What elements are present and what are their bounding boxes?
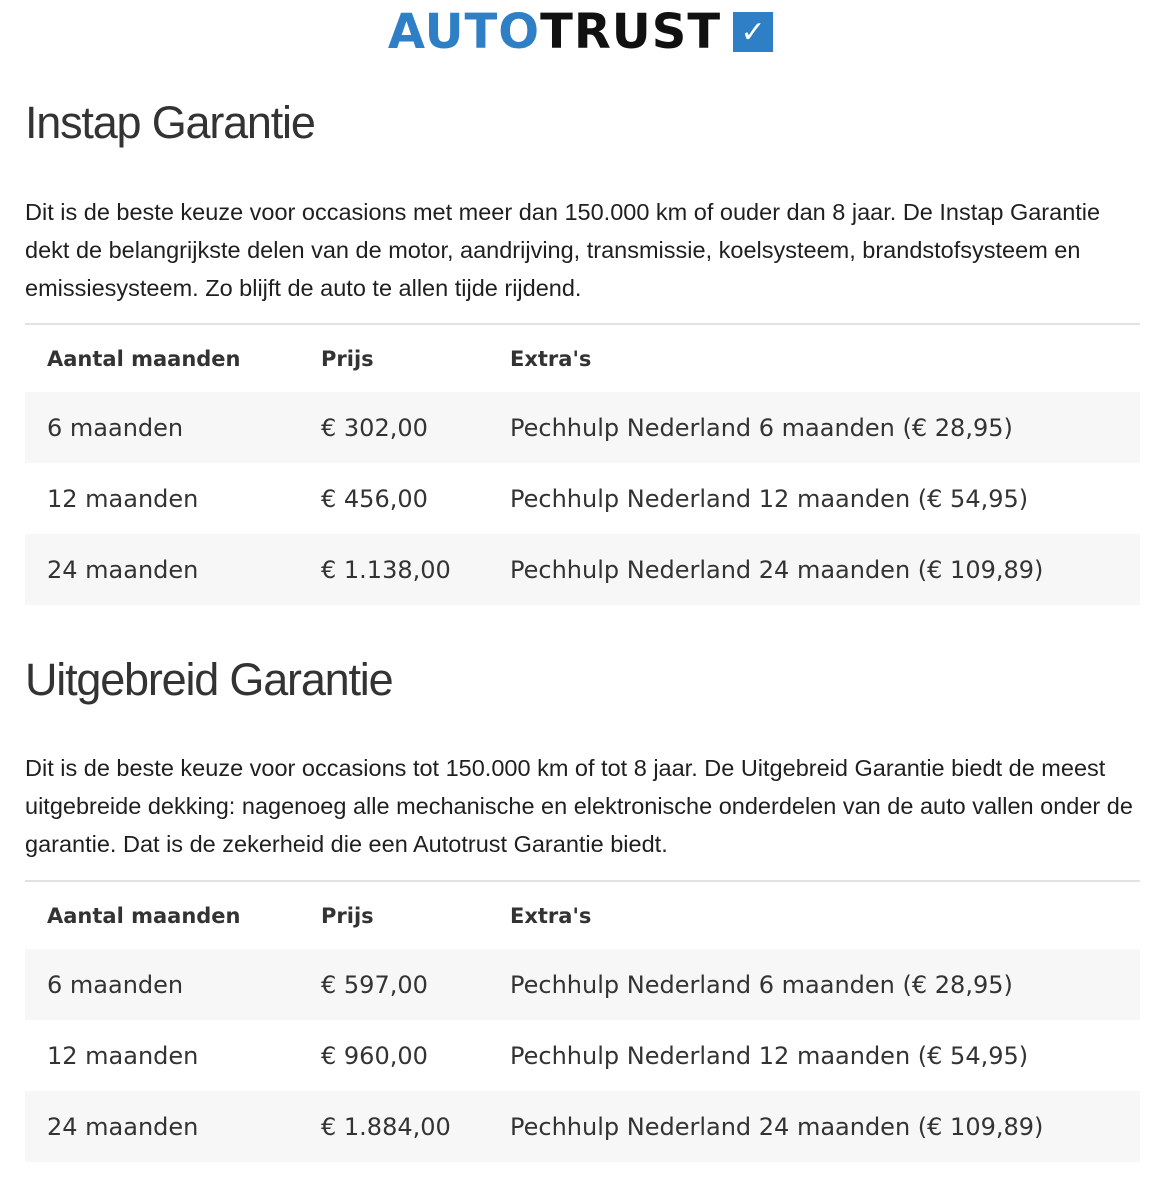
cell-price: € 960,00 bbox=[299, 1020, 488, 1091]
autotrust-logo bbox=[0, 6, 1161, 58]
cell-price: € 597,00 bbox=[299, 949, 488, 1020]
section-title: Uitgebreid Garantie bbox=[25, 654, 393, 705]
header-price: Prijs bbox=[299, 324, 488, 392]
header-months: Aantal maanden bbox=[25, 881, 299, 949]
table-row bbox=[25, 534, 1140, 605]
cell-months: 12 maanden bbox=[25, 1020, 299, 1091]
section-description: Dit is de beste keuze voor occasions met meer dan 150.000 km of ouder dan 8 jaar. De Instap Garantie dekt de belangrijkste delen van de motor, aandrijving, transmissie, koelsysteem, brandstofsysteem en emissiesysteem. Zo blijft de auto te allen tijde rijdend. bbox=[25, 199, 1101, 301]
cell-price: € 302,00 bbox=[299, 392, 488, 463]
cell-extras: Pechhulp Nederland 12 maanden (€ 54,95) bbox=[488, 463, 1140, 534]
table-row bbox=[25, 392, 1140, 463]
cell-months: 6 maanden bbox=[25, 392, 299, 463]
logo-text-trust: TRUST bbox=[540, 4, 722, 60]
cell-months: 24 maanden bbox=[25, 1091, 299, 1162]
header-price: Prijs bbox=[299, 881, 488, 949]
instap-garantie-section bbox=[25, 97, 1140, 605]
header-extras: Extra's bbox=[488, 324, 1140, 392]
price-table bbox=[25, 323, 1140, 605]
cell-extras: Pechhulp Nederland 24 maanden (€ 109,89) bbox=[488, 1091, 1140, 1162]
cell-extras: Pechhulp Nederland 24 maanden (€ 109,89) bbox=[488, 534, 1140, 605]
cell-extras: Pechhulp Nederland 6 maanden (€ 28,95) bbox=[488, 392, 1140, 463]
table-row bbox=[25, 1091, 1140, 1162]
cell-extras: Pechhulp Nederland 12 maanden (€ 54,95) bbox=[488, 1020, 1140, 1091]
table-header-row bbox=[25, 324, 1140, 392]
logo-text-auto: AUTO bbox=[387, 4, 541, 60]
cell-price: € 456,00 bbox=[299, 463, 488, 534]
cell-months: 24 maanden bbox=[25, 534, 299, 605]
table-header-row bbox=[25, 881, 1140, 949]
cell-months: 6 maanden bbox=[25, 949, 299, 1020]
section-description: Dit is de beste keuze voor occasions tot 150.000 km of tot 8 jaar. De Uitgebreid Garantie biedt de meest uitgebreide dekking: nagenoeg alle mechanische en elektronische onderdelen van de auto vallen onder de garantie. Dat is de zekerheid die een Autotrust Garantie biedt. bbox=[25, 755, 1133, 857]
checkbox-check-icon: ✓ bbox=[733, 12, 773, 52]
logo-wordmark bbox=[387, 4, 722, 60]
section-title: Instap Garantie bbox=[25, 97, 315, 148]
uitgebreid-garantie-section bbox=[25, 654, 1140, 1162]
cell-extras: Pechhulp Nederland 6 maanden (€ 28,95) bbox=[488, 949, 1140, 1020]
header-extras: Extra's bbox=[488, 881, 1140, 949]
cell-price: € 1.138,00 bbox=[299, 534, 488, 605]
cell-price: € 1.884,00 bbox=[299, 1091, 488, 1162]
table-row bbox=[25, 1020, 1140, 1091]
table-row bbox=[25, 949, 1140, 1020]
price-table bbox=[25, 880, 1140, 1162]
table-row bbox=[25, 463, 1140, 534]
header-months: Aantal maanden bbox=[25, 324, 299, 392]
cell-months: 12 maanden bbox=[25, 463, 299, 534]
